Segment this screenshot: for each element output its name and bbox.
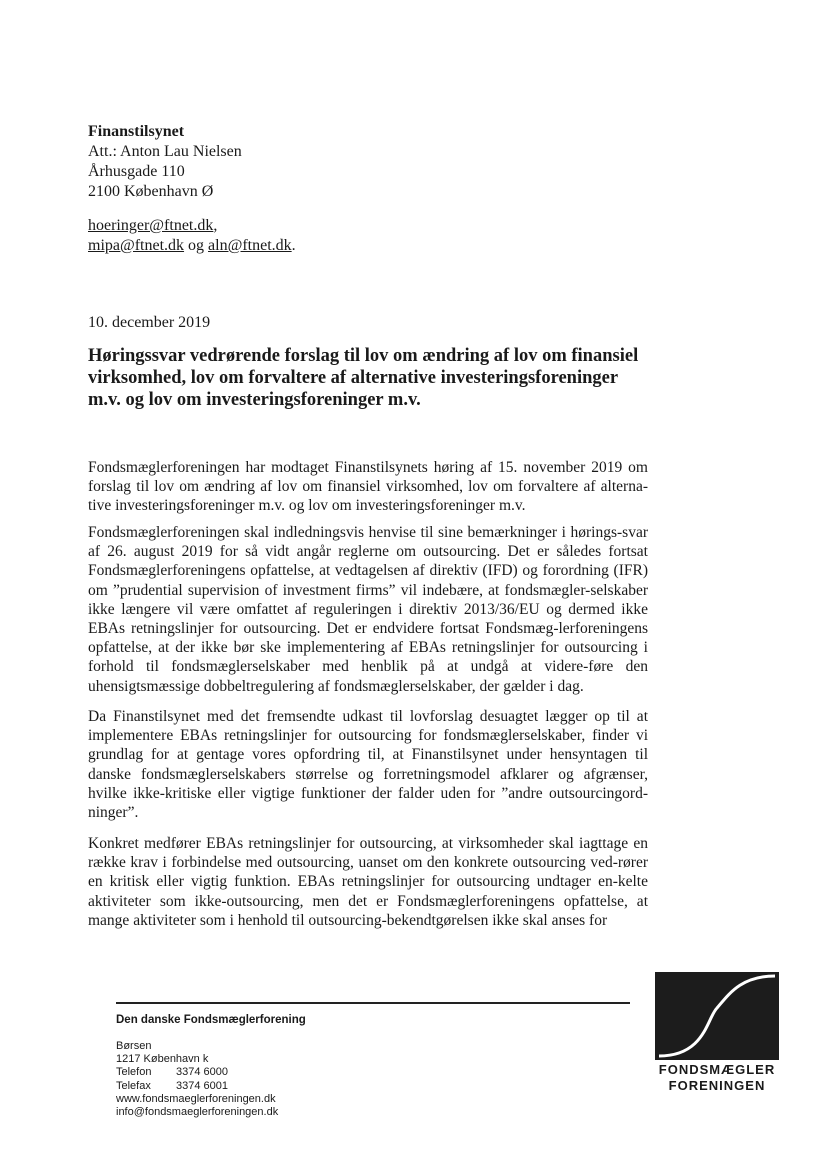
recipient-att: Att.: Anton Lau Nielsen	[88, 143, 242, 160]
fax-number: 3374 6001	[176, 1079, 228, 1092]
body-paragraph: Fondsmæglerforeningen skal indledningsvis henvise til sine bemærkninger i hørings-svar af 26. august 2019 for så vidt angår reglerne om outsourcing. Det er således fortsat Fondsmæglerforeningens opfattelse, at vedtagelsen af direktiv (IFD) og forordning (IFR) om ”prudential supervision of investment firms” vil indebære, at fondsmægler-selskaber ikke længere vil være omfattet af reguleringen i direktiv 2013/36/EU og dermed ikke EBAs retningslinjer for outsourcing. Det er endvidere fortsat Fondsmæg-lerforeningens opfattelse, at der ikke bør ske implementering af EBAs retningslinjer for outsourcing i forhold til fondsmæglerselskaber med henblik på at undgå at videre-føre den uhensigtsmæssige dobbeltregulering af fondsmæglerselskaber, der gælder i dag.	[88, 524, 648, 695]
fax-label: Telefax	[116, 1079, 151, 1092]
body-paragraph: Konkret medfører EBAs retningslinjer for outsourcing, at virksomheder skal iagttage en række krav i forbindelse med outsourcing, uanset om den konkrete outsourcing ved-rører en kritisk eller vigtig funktion. EBAs retningslinjer for outsourcing undtager en-kelte aktiviteter som ikke-outsourcing, men det er Fondsmæglerforeningens opfattelse, at mange aktiviteter som i henhold til outsourcing-bekendtgørelsen ikke skal anses for	[88, 835, 648, 929]
body-paragraph: Fondsmæglerforeningen har modtaget Finanstilsynets høring af 15. november 2019 om forslag til lov om ændring af lov om finansiel virksomhed, lov om forvaltere af alterna-tive investeringsforeninger m.v. og lov om investeringsforeninger m.v.	[88, 459, 648, 515]
phone-number: 3374 6000	[176, 1066, 228, 1079]
email-conjunction: og	[184, 237, 209, 254]
letter-date: 10. december 2019	[88, 314, 211, 331]
recipient-address	[88, 122, 242, 202]
logo-mark	[655, 972, 779, 1060]
email-link-hoeringer[interactable]: hoeringer@ftnet.dk	[88, 217, 214, 234]
footer-phone	[116, 1066, 278, 1079]
footer-fax	[116, 1080, 278, 1093]
footer-divider	[116, 1002, 630, 1004]
letter-subject: Høringssvar vedrørende forslag til lov om ændring af lov om finansiel virksomhed, lov om forvaltere af alternative investeringsforeninger m.v. og lov om investeringsforeninger m.v.	[88, 346, 639, 410]
recipient-street: Århusgade 110	[88, 163, 185, 180]
recipient-emails	[88, 216, 296, 256]
email-link-aln[interactable]: aln@ftnet.dk	[208, 237, 292, 254]
recipient-city: 2100 København Ø	[88, 183, 214, 200]
footer-contact	[116, 1040, 278, 1119]
logo-curve-icon	[655, 972, 779, 1060]
footer-website: www.fondsmaeglerforeningen.dk	[116, 1092, 276, 1105]
logo-text-line2: FORENINGEN	[668, 1078, 766, 1093]
email-link-mipa[interactable]: mipa@ftnet.dk	[88, 237, 185, 254]
email-separator: ,	[213, 217, 218, 234]
footer-address-line: Børsen	[116, 1040, 152, 1052]
phone-label: Telefon	[116, 1066, 152, 1079]
footer-email: info@fondsmaeglerforeningen.dk	[116, 1106, 279, 1119]
recipient-name: Finanstilsynet	[88, 123, 185, 140]
email-end: .	[291, 237, 296, 254]
footer-address-line: 1217 København k	[116, 1053, 209, 1066]
logo-text-line1: FONDSMÆGLER	[658, 1062, 776, 1077]
body-paragraph: Da Finanstilsynet med det fremsendte udkast til lovforslag desuagtet lægger op til at implementere EBAs retningslinjer for outsourcing for fondsmæglerselskaber, finder vi grundlag for at gentage vores opfordring til, at Finanstilsynet under hensyntagen til danske fondsmæglerselskabers størrelse og forretningsmodel afklarer og afgrænser, hvilke ikke-kritiske eller vigtige funktioner der falder uden for ”andre outsourcingord-ninger”.	[88, 708, 648, 822]
footer-organization: Den danske Fondsmæglerforening	[116, 1014, 306, 1026]
